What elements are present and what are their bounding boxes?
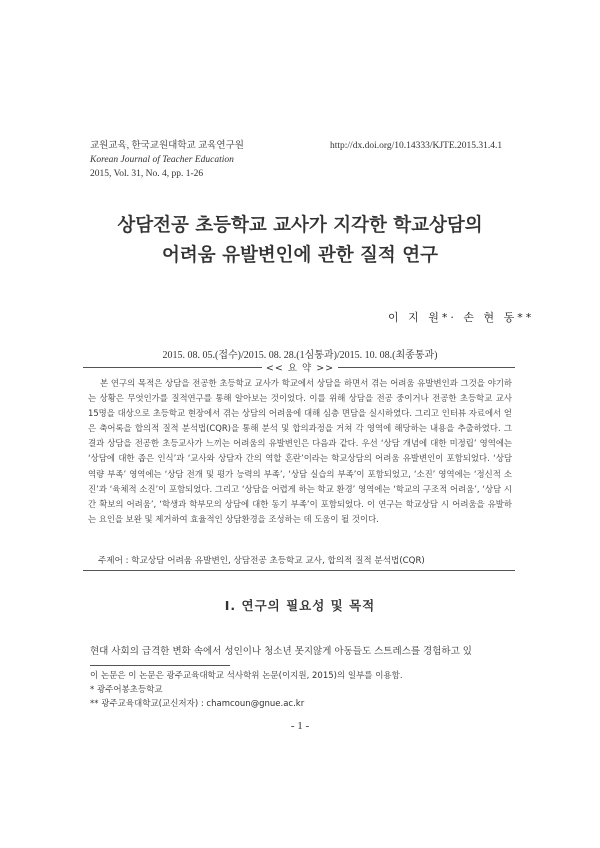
abstract-label: << 요 약 >> — [0, 360, 600, 374]
journal-name: Korean Journal of Teacher Education — [90, 155, 234, 165]
abstract-bottom-rule — [83, 570, 515, 571]
section-heading: Ⅰ. 연구의 필요성 및 목적 — [224, 598, 376, 613]
footnote-2: * 광주어봉초등학교 — [90, 685, 163, 695]
footnote-rule — [90, 665, 230, 666]
citation-line: 2015, Vol. 31, No. 4, pp. 1-26 — [90, 169, 204, 179]
keywords: 주제어 : 학교상담 어려움 유발변인, 상담전공 초등학교 교사, 합의적 질적 분석법(CQR) — [98, 556, 425, 566]
page-number: - 1 - — [290, 720, 310, 732]
paper-title-line-2: 어려움 유발변인에 관한 질적 연구 — [162, 245, 438, 266]
doi-link[interactable]: http://dx.doi.org/10.14333/KJTE.2015.31.4.1 — [330, 141, 503, 151]
footnote-3: ** 광주교육대학교(교신저자) : chamcoun@gnue.ac.kr — [90, 699, 305, 709]
submission-dates: 2015. 08. 05.(접수)/2015. 08. 28.(1심통과)/2015. 10. 08.(최종통과) — [162, 350, 438, 361]
body-first-line: 현대 사회의 급격한 변화 속에서 성인이나 청소년 못지않게 아동들도 스트레스를 경험하고 있 — [90, 646, 472, 657]
paper-title-line-1: 상담전공 초등학교 교사가 지각한 학교상담의 — [117, 215, 483, 236]
publisher-line: 교원교육, 한국교원대학교 교육연구원 — [90, 141, 244, 151]
abstract-text: 본 연구의 목적은 상담을 전공한 초등학교 교사가 학교에서 상담을 하면서 겪는 어려움 유발변인과 그것을 야기하는 상황은 무엇인가를 질적연구를 통해 알아보는 것이었다. 이를 위해 상담을 전공 중이거나 전공한 초등학교 교사 15명을 대상으로 초등학교 현장에서 겪는 상담의 어려움에 대해 심층 면담을 실시하였다. 그리고 인터뷰 자료에서 얻은 축어록을 합의적 질적 분석법(CQR)을 통해 분석 및 합의과정을 거쳐 각 영역에 해당하는 내용을 추출하였다. 그 결과 상담을 전공한 초등교사가 느끼는 어려움의 유발변인은 다음과 같다. 우선 ‘상담 개념에 대한 미정립’ 영역에는 ‘상담에 대한 좁은 인식’과 ‘교사와 상담자 간의 역할 혼란’이라는 학교상담의 어려움 유발변인이 포함되었다. ‘상담 역량 부족’ 영역에는 ‘상담 전개 및 평가 능력의 부족’, ‘상담 실습의 부족’이 포함되었고, ‘소진’ 영역에는 ‘정신적 소진’과 ‘육체적 소진’이 포함되었다. 그리고 ‘상담을 어렵게 하는 학교 환경’ 영역에는 ‘학교의 구조적 어려움’, ‘상담 시간 확보의 어려움’, ‘학생과 학부모의 상담에 대한 동기 부족’이 포함되었다. 이 연구는 학교상담 시 어려움을 유발하는 요인을 보완 및 제거하여 효율적인 상담환경을 조성하는 데 도움이 될 것이다. — [88, 378, 512, 524]
footnote-1: 이 논문은 이 논문은 광주교육대학교 석사학위 논문(이지원, 2015)의 일부를 이용함. — [90, 671, 403, 681]
authors: 이 지 원*· 손 현 동** — [388, 311, 535, 324]
